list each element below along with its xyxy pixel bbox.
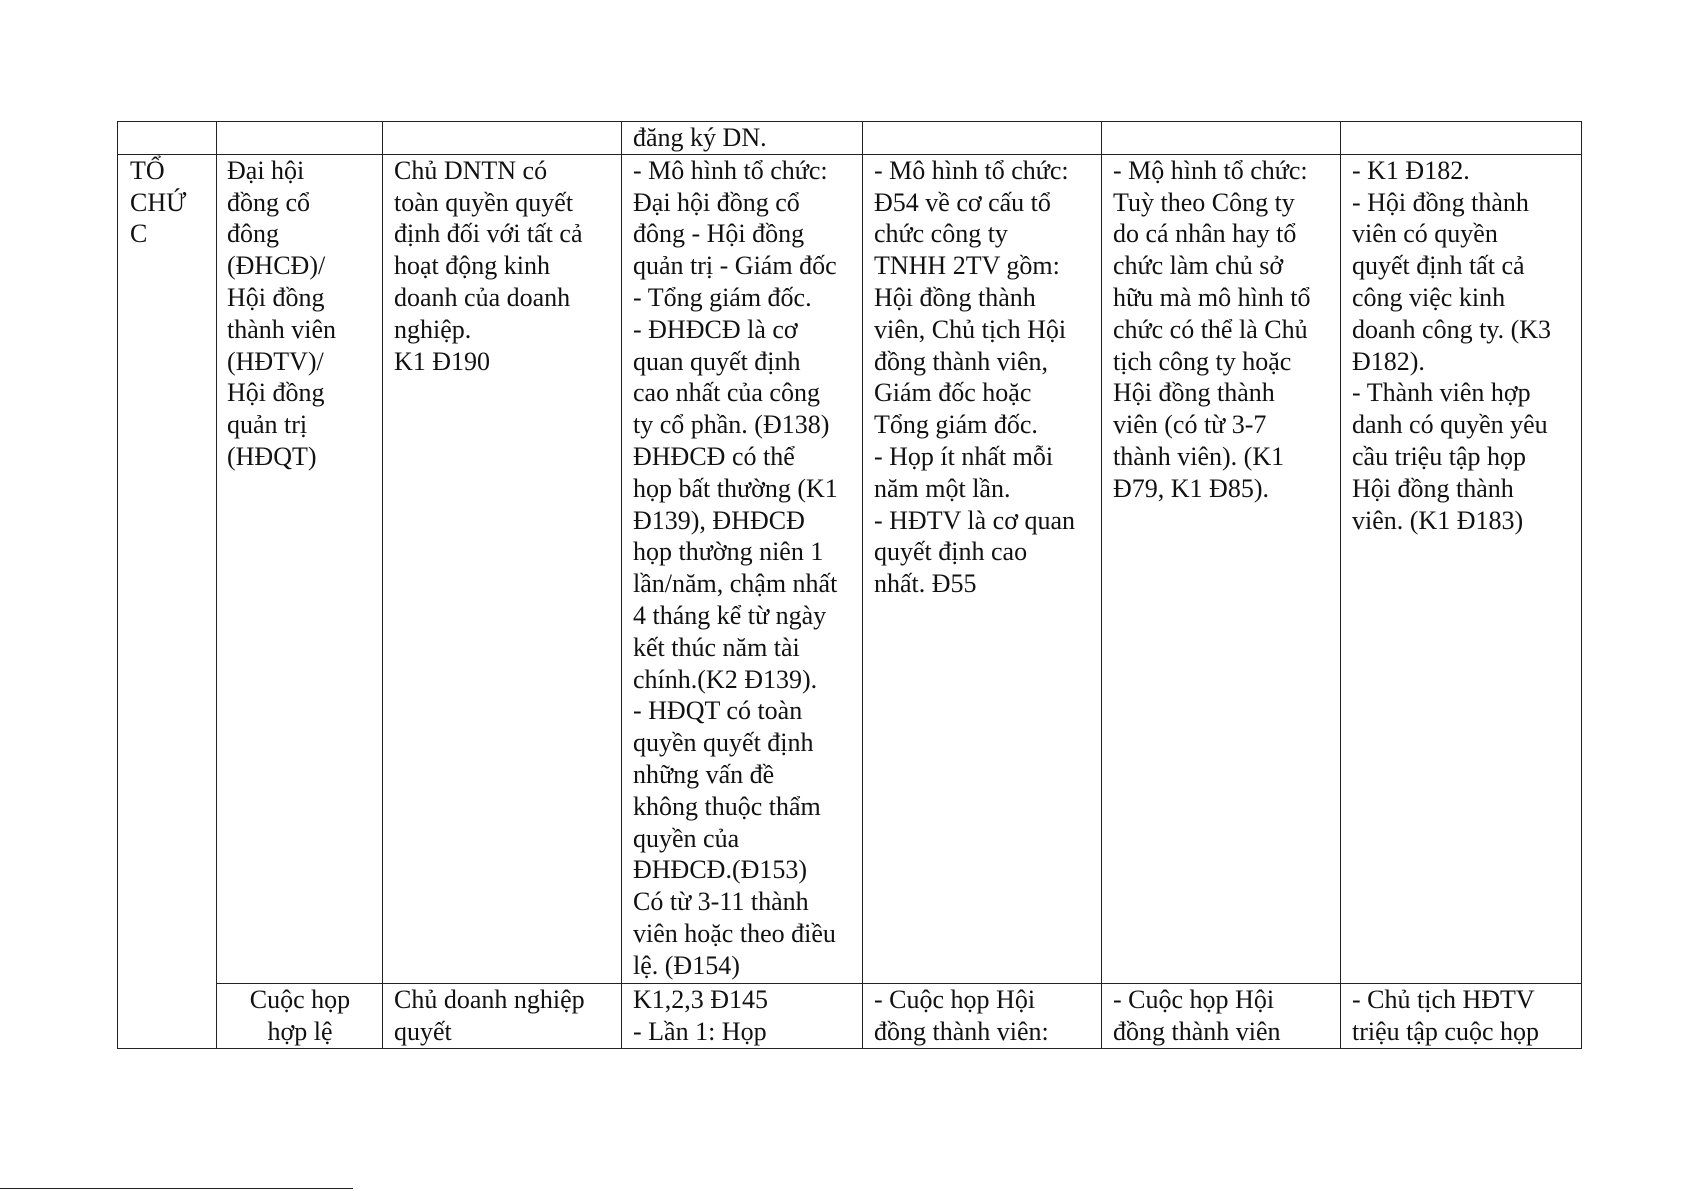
table-row [118,983,1582,1048]
table-cell: - Mộ hình tổ chức: Tuỳ theo Công ty do cá nhân hay tổ chức làm chủ sở hữu mà mô hình tổ chức có thể là Chủ tịch công ty hoặc Hội đồng thành viên (có từ 3-7 thành viên). (K1 Đ79, K1 Đ85). [1102,154,1341,983]
table-cell: - Cuộc họp Hội đồng thành viên [1102,983,1341,1048]
company-comparison-table [117,121,1582,1049]
table-cell [383,122,622,155]
table-cell: - K1 Đ182. - Hội đồng thành viên có quyền quyết định tất cả công việc kinh doanh công ty. (K3 Đ182). - Thành viên hợp danh có quyền yêu cầu triệu tập họp Hội đồng thành viên. (K1 Đ183) [1341,154,1582,983]
table-cell [1102,122,1341,155]
table-row [118,122,1582,155]
topic-cell: Cuộc họp hợp lệ [217,983,383,1048]
footnote-separator [0,1188,353,1189]
table-cell: Chủ DNTN có toàn quyền quyết định đối với tất cả hoạt động kinh doanh của doanh nghiệp. K1 Đ190 [383,154,622,983]
topic-cell: Đại hội đồng cổ đông (ĐHCĐ)/ Hội đồng thành viên (HĐTV)/ Hội đồng quản trị (HĐQT) [217,154,383,983]
table-cell: K1,2,3 Đ145 - Lần 1: Họp [622,983,863,1048]
table-cell: Chủ doanh nghiệp quyết [383,983,622,1048]
section-heading-cell: TỔ CHỨ C [118,154,217,1048]
table-cell: - Chủ tịch HĐTV triệu tập cuộc họp [1341,983,1582,1048]
table-cell: - Mô hình tổ chức: Đ54 về cơ cấu tổ chức công ty TNHH 2TV gồm: Hội đồng thành viên, Chủ tịch Hội đồng thành viên, Giám đốc hoặc Tổng giám đốc. - Họp ít nhất mỗi năm một lần. - HĐTV là cơ quan quyết định cao nhất. Đ55 [863,154,1102,983]
table-cell: - Mô hình tổ chức: Đại hội đồng cổ đông - Hội đồng quản trị - Giám đốc - Tổng giám đốc. - ĐHĐCĐ là cơ quan quyết định cao nhất của công ty cổ phần. (Đ138) ĐHĐCĐ có thể họp bất thường (K1 Đ139), ĐHĐCĐ họp thường niên 1 lần/năm, chậm nhất 4 tháng kể từ ngày kết thúc năm tài chính.(K2 Đ139). - HĐQT có toàn quyền quyết định những vấn đề không thuộc thẩm quyền của ĐHĐCĐ.(Đ153) Có từ 3-11 thành viên hoặc theo điều lệ. (Đ154) [622,154,863,983]
table-row [118,154,1582,983]
table-cell: - Cuộc họp Hội đồng thành viên: [863,983,1102,1048]
table-cell [217,122,383,155]
table-cell [1341,122,1582,155]
table-cell [118,122,217,155]
table-cell: đăng ký DN. [622,122,863,155]
table-cell [863,122,1102,155]
